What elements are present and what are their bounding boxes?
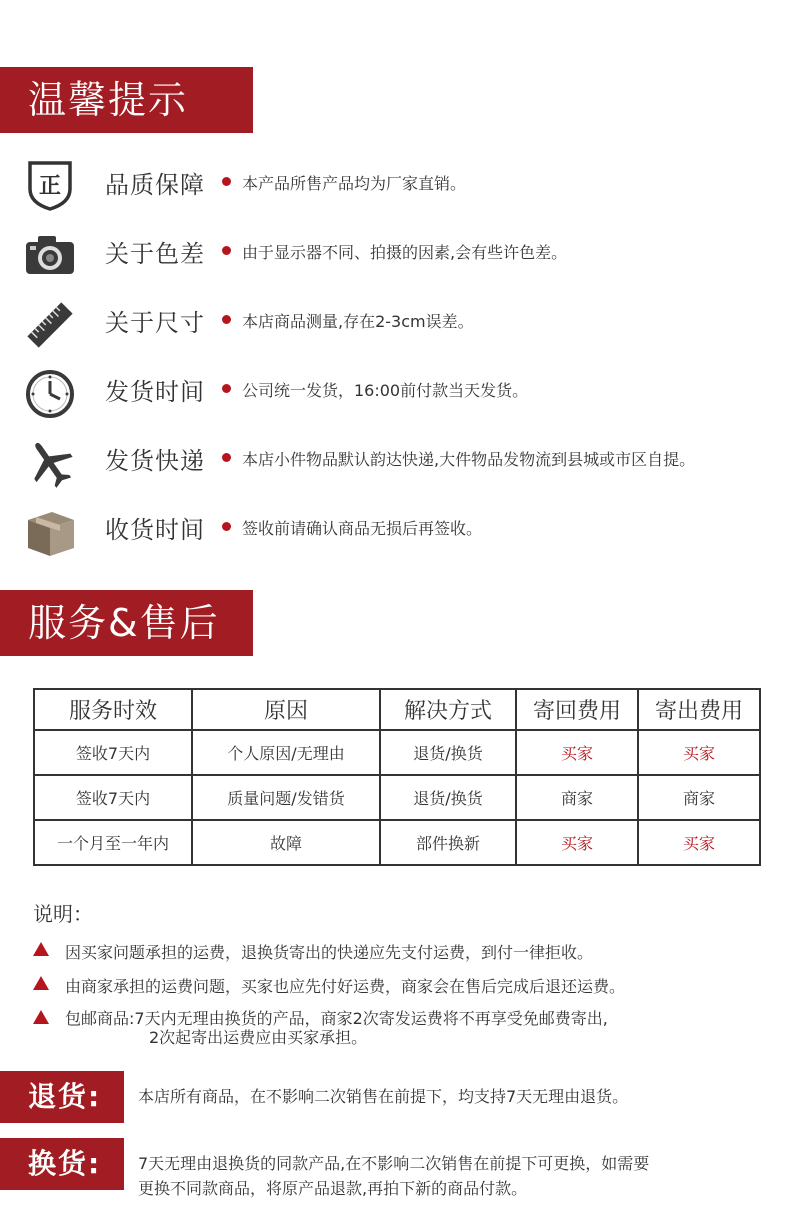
- tip-row-quality: [0, 155, 790, 211]
- table-cell: 商家: [638, 775, 760, 820]
- tip-desc: 本店商品测量,存在2-3cm误差。: [242, 312, 474, 331]
- tip-title: 关于色差: [105, 240, 205, 268]
- table-cell: 个人原因/无理由: [192, 730, 380, 775]
- bullet-dot: [222, 522, 231, 531]
- tip-desc: 签收前请确认商品无损后再签收。: [242, 519, 483, 538]
- quality-shield-icon: [22, 159, 78, 207]
- table-cell: 买家: [516, 820, 638, 865]
- service-table: [33, 688, 761, 866]
- table-cell: 质量问题/发错货: [192, 775, 380, 820]
- table-cell: 退货/换货: [380, 775, 516, 820]
- table-row: [34, 820, 760, 865]
- clock-icon: [22, 366, 78, 414]
- tip-row-color: [0, 224, 790, 280]
- header-cell: 寄出费用: [638, 689, 760, 730]
- note-text: 包邮商品:7天内无理由换货的产品，商家2次寄发运费将不再享受免邮费寄出,: [65, 1009, 608, 1028]
- tip-title: 收货时间: [105, 516, 205, 544]
- tip-title: 发货时间: [105, 378, 205, 406]
- tip-title: 品质保障: [105, 171, 205, 199]
- exchange-label: 换货:: [0, 1138, 124, 1190]
- tip-desc: 由于显示器不同、拍摄的因素,会有些许色差。: [242, 243, 568, 262]
- table-cell: 部件换新: [380, 820, 516, 865]
- notes-title: 说明：: [33, 902, 93, 926]
- notice-banner: 温馨提示: [0, 67, 253, 133]
- tip-row-size: [0, 293, 790, 349]
- table-row: [34, 775, 760, 820]
- header-cell: 寄回费用: [516, 689, 638, 730]
- exchange-text-line1: 7天无理由退换货的同款产品,在不影响二次销售在前提下可更换，如需要: [138, 1154, 650, 1173]
- header-cell: 解决方式: [380, 689, 516, 730]
- note-text-continued: 2次起寄出运费应由买家承担。: [149, 1028, 368, 1047]
- table-cell: 退货/换货: [380, 730, 516, 775]
- camera-icon: [22, 228, 78, 276]
- bullet-dot: [222, 453, 231, 462]
- package-box-icon: [22, 504, 78, 552]
- returns-text: 本店所有商品，在不影响二次销售在前提下，均支持7天无理由退货。: [138, 1087, 629, 1106]
- note-text: 由商家承担的运费问题，买家也应先付好运费，商家会在售后完成后退还运费。: [65, 977, 626, 996]
- bullet-dot: [222, 246, 231, 255]
- table-cell: 买家: [638, 730, 760, 775]
- table-cell: 签收7天内: [34, 775, 192, 820]
- bullet-dot: [222, 384, 231, 393]
- tip-row-receive: [0, 500, 790, 556]
- tip-row-courier: [0, 431, 790, 487]
- table-header-row: [34, 689, 760, 730]
- table-cell: 签收7天内: [34, 730, 192, 775]
- shield-char: 正: [38, 174, 62, 199]
- tip-title: 发货快递: [105, 447, 205, 475]
- table-cell: 买家: [516, 730, 638, 775]
- warning-triangle-icon: [33, 976, 49, 990]
- tip-desc: 本店小件物品默认韵达快递,大件物品发物流到县城或市区自提。: [242, 450, 696, 469]
- ruler-icon: [22, 297, 78, 345]
- bullet-dot: [222, 177, 231, 186]
- tip-row-ship-time: [0, 362, 790, 418]
- table-cell: 一个月至一年内: [34, 820, 192, 865]
- warning-triangle-icon: [33, 1010, 49, 1024]
- table-cell: 买家: [638, 820, 760, 865]
- exchange-text-line2: 更换不同款商品，将原产品退款,再拍下新的商品付款。: [138, 1179, 528, 1198]
- returns-label: 退货:: [0, 1071, 124, 1123]
- tip-desc: 公司统一发货，16:00前付款当天发货。: [242, 381, 529, 400]
- header-cell: 服务时效: [34, 689, 192, 730]
- header-cell: 原因: [192, 689, 380, 730]
- bullet-dot: [222, 315, 231, 324]
- airplane-icon: [22, 435, 78, 483]
- warning-triangle-icon: [33, 942, 49, 956]
- table-cell: 故障: [192, 820, 380, 865]
- service-banner: 服务&售后: [0, 590, 253, 656]
- tip-desc: 本产品所售产品均为厂家直销。: [242, 174, 467, 193]
- note-text: 因买家问题承担的运费，退换货寄出的快递应先支付运费，到付一律拒收。: [65, 943, 594, 962]
- table-cell: 商家: [516, 775, 638, 820]
- tip-title: 关于尺寸: [105, 309, 205, 337]
- table-row: [34, 730, 760, 775]
